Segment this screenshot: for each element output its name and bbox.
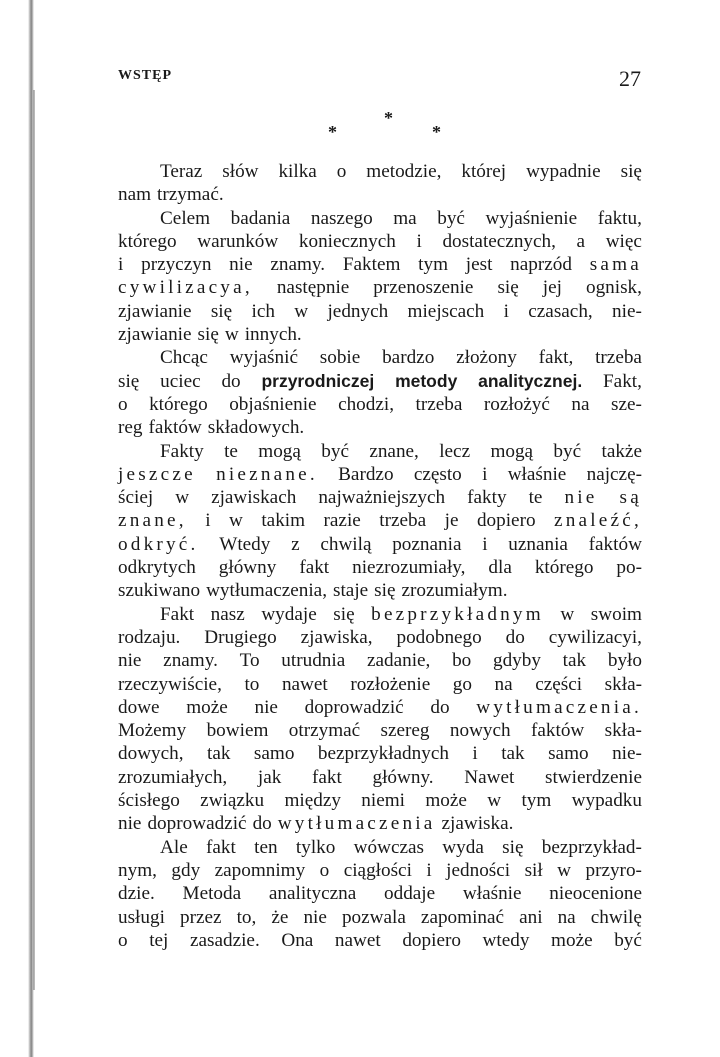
word: nie: [118, 813, 142, 835]
word: w: [224, 324, 239, 346]
word: następnie: [276, 277, 350, 299]
word: ten: [254, 836, 278, 858]
word: doprowadzić: [304, 696, 404, 718]
word: może: [551, 929, 593, 951]
word: ciągłości: [343, 859, 412, 881]
word: a: [576, 230, 586, 252]
word: nowych: [449, 720, 511, 742]
word: o: [336, 161, 347, 182]
word: się: [210, 300, 233, 322]
text-line: [118, 486, 642, 509]
word: jak: [257, 766, 282, 788]
word: uznania: [508, 533, 568, 555]
word: miejscach: [407, 300, 485, 322]
word: po-: [616, 557, 642, 579]
word: być: [437, 207, 465, 229]
word: wyjaśnienie: [485, 207, 578, 229]
word: rozłożenie: [350, 673, 431, 695]
text-line: [118, 766, 642, 789]
word: wyda: [442, 836, 484, 858]
word: znamy.: [163, 650, 218, 672]
word: ma: [393, 207, 417, 229]
word: zjawiska.: [441, 813, 514, 835]
word: właśnie: [507, 463, 567, 485]
word: do: [252, 813, 272, 835]
word: wytłumaczenia,: [206, 580, 327, 602]
word: Ale: [160, 836, 188, 858]
word: poznania: [392, 533, 462, 555]
word: być: [553, 440, 582, 462]
word: i: [426, 859, 432, 881]
word: części: [535, 673, 583, 695]
word: czasach,: [528, 300, 593, 322]
word: może: [425, 790, 467, 812]
word: Drugiego: [204, 626, 277, 648]
word: szukiwano: [118, 580, 201, 602]
word: skła-: [604, 720, 642, 742]
text-line: [118, 603, 642, 626]
word: właśnie: [462, 883, 522, 905]
text-line: [118, 696, 642, 719]
word: fakt,: [538, 347, 574, 369]
text-line: [118, 370, 642, 393]
text-line: [118, 416, 642, 439]
word: może: [186, 696, 228, 718]
word: dzie.: [118, 883, 155, 905]
word: nie: [303, 906, 327, 928]
word: i: [118, 254, 124, 276]
page-header: [118, 66, 643, 96]
word: fakt: [311, 766, 342, 788]
word: sama: [589, 254, 642, 276]
word: się: [118, 370, 140, 392]
word: gdy: [171, 859, 201, 881]
word: się: [333, 603, 355, 625]
word: trzeba: [415, 393, 463, 415]
word: rzeczywiście,: [118, 673, 222, 695]
word: nawet: [281, 673, 328, 695]
word: znane,: [118, 510, 187, 532]
word: lecz: [439, 440, 471, 462]
word: się: [197, 324, 219, 346]
word: to,: [236, 906, 257, 928]
word: trzeba: [595, 347, 642, 369]
word: do: [505, 626, 525, 648]
text-line: [118, 509, 642, 532]
body-text: [118, 160, 642, 952]
word: do: [221, 370, 241, 392]
word: w: [175, 487, 190, 509]
word: Nawet: [464, 766, 515, 788]
word: tym: [418, 254, 448, 276]
word: analitycznej.: [478, 370, 583, 391]
word: przyrodniczej: [261, 370, 375, 391]
word: zjawiska,: [300, 626, 373, 648]
text-line: [118, 626, 642, 649]
word: między: [284, 790, 341, 812]
word: ściej: [118, 487, 154, 509]
text-line: [118, 719, 642, 742]
word: cywilizacyi,: [548, 626, 642, 648]
word: naprzód: [510, 254, 572, 276]
word: niezrozumiały,: [352, 557, 466, 579]
word: tym: [521, 790, 552, 812]
word: odkrytych: [118, 557, 196, 579]
word: te: [224, 440, 238, 462]
word: być: [321, 440, 349, 462]
word: jedności: [446, 859, 511, 881]
word: bo: [452, 650, 472, 672]
word: przez: [179, 906, 222, 928]
word: Metoda: [182, 883, 242, 905]
word: koniecznych: [298, 230, 396, 252]
word: Bardzo: [338, 463, 394, 485]
word: w: [560, 603, 575, 625]
word: więc: [605, 230, 642, 252]
word: doprowadzić: [147, 813, 247, 835]
word: nasz: [210, 603, 245, 625]
word: zjawianie: [118, 300, 192, 322]
word: wytłumaczenia.: [476, 696, 642, 718]
word: innych.: [244, 324, 302, 346]
word: nie-: [612, 300, 642, 322]
word: badania: [230, 207, 291, 229]
word: zadanie,: [366, 650, 431, 672]
word: którego: [118, 230, 177, 252]
word: stwierdzenie: [545, 766, 642, 788]
word: rodzaju.: [118, 626, 181, 648]
word: składowych.: [207, 417, 305, 439]
text-line: [118, 393, 642, 416]
word: zasadzie.: [189, 929, 260, 951]
text-line: [118, 183, 642, 206]
word: na: [571, 393, 590, 415]
word: odkryć.: [118, 533, 199, 555]
word: przyczyn: [141, 254, 212, 276]
separator-star: *: [328, 122, 337, 142]
word: pozwala: [341, 906, 406, 928]
word: jeszcze: [118, 463, 196, 485]
word: takim: [261, 510, 306, 532]
word: przyro-: [585, 859, 642, 881]
word: dowe: [118, 696, 160, 718]
word: je: [444, 510, 459, 532]
word: ani: [519, 906, 543, 928]
word: na: [494, 673, 513, 695]
word: fakt: [206, 836, 236, 858]
word: sze-: [611, 393, 642, 415]
word: objaśnienie: [229, 393, 317, 415]
word: go: [452, 673, 472, 695]
word: ich: [251, 300, 275, 322]
word: o: [118, 929, 128, 951]
text-line: [118, 649, 642, 672]
word: Fakt: [160, 603, 195, 625]
word: jej: [542, 277, 562, 299]
word: tak: [562, 650, 587, 672]
word: Faktem: [342, 254, 401, 276]
word: kilka: [278, 161, 317, 182]
word: że: [271, 906, 289, 928]
word: metodzie,: [366, 161, 442, 182]
word: utrudnia: [281, 650, 346, 672]
word: i: [482, 533, 488, 555]
word: którego: [149, 393, 208, 415]
word: faktu,: [597, 207, 642, 229]
word: oddaje: [384, 883, 436, 905]
word: najważniejszych: [318, 487, 446, 509]
word: warunków: [197, 230, 279, 252]
word: samo: [253, 743, 295, 765]
text-line: [118, 533, 642, 556]
word: usługi: [118, 906, 165, 928]
word: szereg: [380, 720, 430, 742]
word: sił: [524, 859, 543, 881]
word: bezprzykładnym: [371, 603, 544, 625]
text-line: [118, 253, 642, 276]
word: tak: [501, 743, 525, 765]
word: trzymać.: [157, 184, 224, 206]
word: chwilą: [320, 533, 372, 555]
word: się: [502, 836, 524, 858]
text-line: [118, 906, 642, 929]
word: zrozumiałym.: [401, 580, 508, 602]
word: w: [294, 300, 309, 322]
word: analityczna: [268, 883, 357, 905]
word: mogą: [490, 440, 534, 462]
word: ognisk,: [585, 277, 642, 299]
text-line: [118, 463, 642, 486]
separator-star: *: [432, 122, 441, 142]
word: dla: [488, 557, 512, 579]
word: swoim: [590, 603, 642, 625]
section-separator: [328, 108, 448, 142]
text-line: [118, 812, 642, 835]
word: wypadnie: [526, 161, 601, 182]
word: Chcąc: [160, 347, 208, 369]
word: nieznane.: [216, 463, 318, 485]
word: tej: [149, 929, 169, 951]
word: staje: [333, 580, 369, 602]
word: być: [614, 929, 642, 951]
word: uciec: [160, 370, 201, 392]
word: najczę-: [586, 463, 642, 485]
word: nie: [118, 650, 142, 672]
word: Celem: [160, 207, 211, 229]
text-line: [118, 230, 642, 253]
word: na: [557, 906, 576, 928]
word: o: [118, 393, 128, 415]
word: cywilizacya,: [118, 277, 253, 299]
word: główny.: [372, 766, 434, 788]
word: złożony: [456, 347, 517, 369]
word: otrzymać: [288, 720, 361, 742]
word: niemi: [361, 790, 405, 812]
text-line: [118, 882, 642, 905]
word: zjawianie: [118, 324, 192, 346]
word: dopiero: [402, 929, 461, 951]
word: wówczas: [353, 836, 424, 858]
word: w: [557, 859, 572, 881]
text-line: [118, 300, 642, 323]
word: główny: [218, 557, 277, 579]
word: nawet: [334, 929, 381, 951]
word: do: [430, 696, 450, 718]
word: Teraz: [160, 161, 203, 182]
word: której: [461, 161, 507, 182]
word: bezprzykład-: [541, 836, 642, 858]
word: Możemy: [118, 720, 187, 742]
word: bezprzykładnych: [317, 743, 449, 765]
word: fakty: [467, 487, 507, 509]
separator-star: *: [384, 108, 393, 128]
text-line: [118, 579, 642, 602]
word: z: [291, 533, 300, 555]
word: gdyby: [492, 650, 541, 672]
word: znaleźć,: [554, 510, 642, 532]
word: trzeba: [379, 510, 427, 532]
word: się: [374, 580, 396, 602]
word: i: [482, 463, 488, 485]
word: słów: [222, 161, 259, 182]
word: dopiero: [476, 510, 536, 532]
word: faktów: [588, 533, 642, 555]
word: nie: [229, 254, 253, 276]
text-line: [118, 789, 642, 812]
word: także: [601, 440, 642, 462]
word: nieocenione: [549, 883, 642, 905]
text-line: [118, 440, 642, 463]
word: dostatecznych,: [442, 230, 556, 252]
word: faktów: [530, 720, 585, 742]
word: zapominać: [420, 906, 505, 928]
word: to: [244, 673, 260, 695]
word: jednych: [327, 300, 389, 322]
text-line: [118, 673, 642, 696]
word: nie-: [612, 743, 642, 765]
text-line: [118, 346, 642, 369]
text-line: [118, 556, 642, 579]
word: nam: [118, 184, 152, 206]
word: razie: [323, 510, 361, 532]
word: jest: [465, 254, 493, 276]
word: bardzo: [382, 347, 435, 369]
word: podobnego: [396, 626, 482, 648]
word: wydaje: [261, 603, 317, 625]
page-number: 27: [619, 66, 641, 91]
word: się: [497, 277, 519, 299]
word: rozłożyć: [483, 393, 550, 415]
word: chwilę: [590, 906, 642, 928]
word: o: [319, 859, 330, 881]
word: i: [205, 510, 211, 532]
word: Ona: [281, 929, 314, 951]
text-line: [118, 160, 642, 183]
word: Fakt,: [603, 370, 642, 392]
word: samo: [548, 743, 589, 765]
word: znane,: [369, 440, 419, 462]
text-line: [118, 276, 642, 299]
word: tak: [207, 743, 231, 765]
word: sobie: [319, 347, 361, 369]
word: faktów: [148, 417, 202, 439]
word: wypadku: [571, 790, 642, 812]
word: się: [620, 161, 642, 182]
running-title: WSTĘP: [118, 68, 173, 83]
text-line: [118, 836, 642, 859]
word: często: [413, 463, 462, 485]
text-line: [118, 859, 642, 882]
word: skła-: [604, 673, 642, 695]
word: którego: [534, 557, 594, 579]
text-line: [118, 742, 642, 765]
word: przenoszenie: [373, 277, 474, 299]
word: nym,: [118, 859, 157, 881]
word: To: [239, 650, 260, 672]
word: bowiem: [206, 720, 269, 742]
word: reg: [118, 417, 143, 439]
word: mogą: [258, 440, 301, 462]
word: fakt: [299, 557, 330, 579]
word: zapomnimy: [214, 859, 306, 881]
word: dowych,: [118, 743, 184, 765]
word: zjawiskach: [211, 487, 297, 509]
word: chodzi,: [338, 393, 395, 415]
word: wyjaśnić: [229, 347, 298, 369]
word: wtedy: [482, 929, 530, 951]
text-line: [118, 207, 642, 230]
word: i: [472, 743, 478, 765]
word: związku: [200, 790, 265, 812]
word: metody: [395, 370, 458, 391]
word: Wtedy: [219, 533, 271, 555]
word: znamy.: [270, 254, 326, 276]
word: było: [607, 650, 642, 672]
word: Fakty: [160, 440, 204, 462]
word: te: [528, 487, 543, 509]
text-line: [118, 929, 642, 952]
word: zrozumiałych,: [118, 766, 228, 788]
word: tylko: [295, 836, 336, 858]
word: nie: [254, 696, 278, 718]
word: w: [487, 790, 502, 812]
word: i: [416, 230, 422, 252]
word: naszego: [310, 207, 373, 229]
word: są: [619, 487, 642, 509]
word: wytłumaczenia: [277, 813, 436, 835]
word: ścisłego: [118, 790, 180, 812]
text-line: [118, 323, 642, 346]
word: nie: [564, 487, 598, 509]
word: i: [503, 300, 509, 322]
word: w: [229, 510, 243, 532]
binding-edge: [33, 90, 35, 990]
